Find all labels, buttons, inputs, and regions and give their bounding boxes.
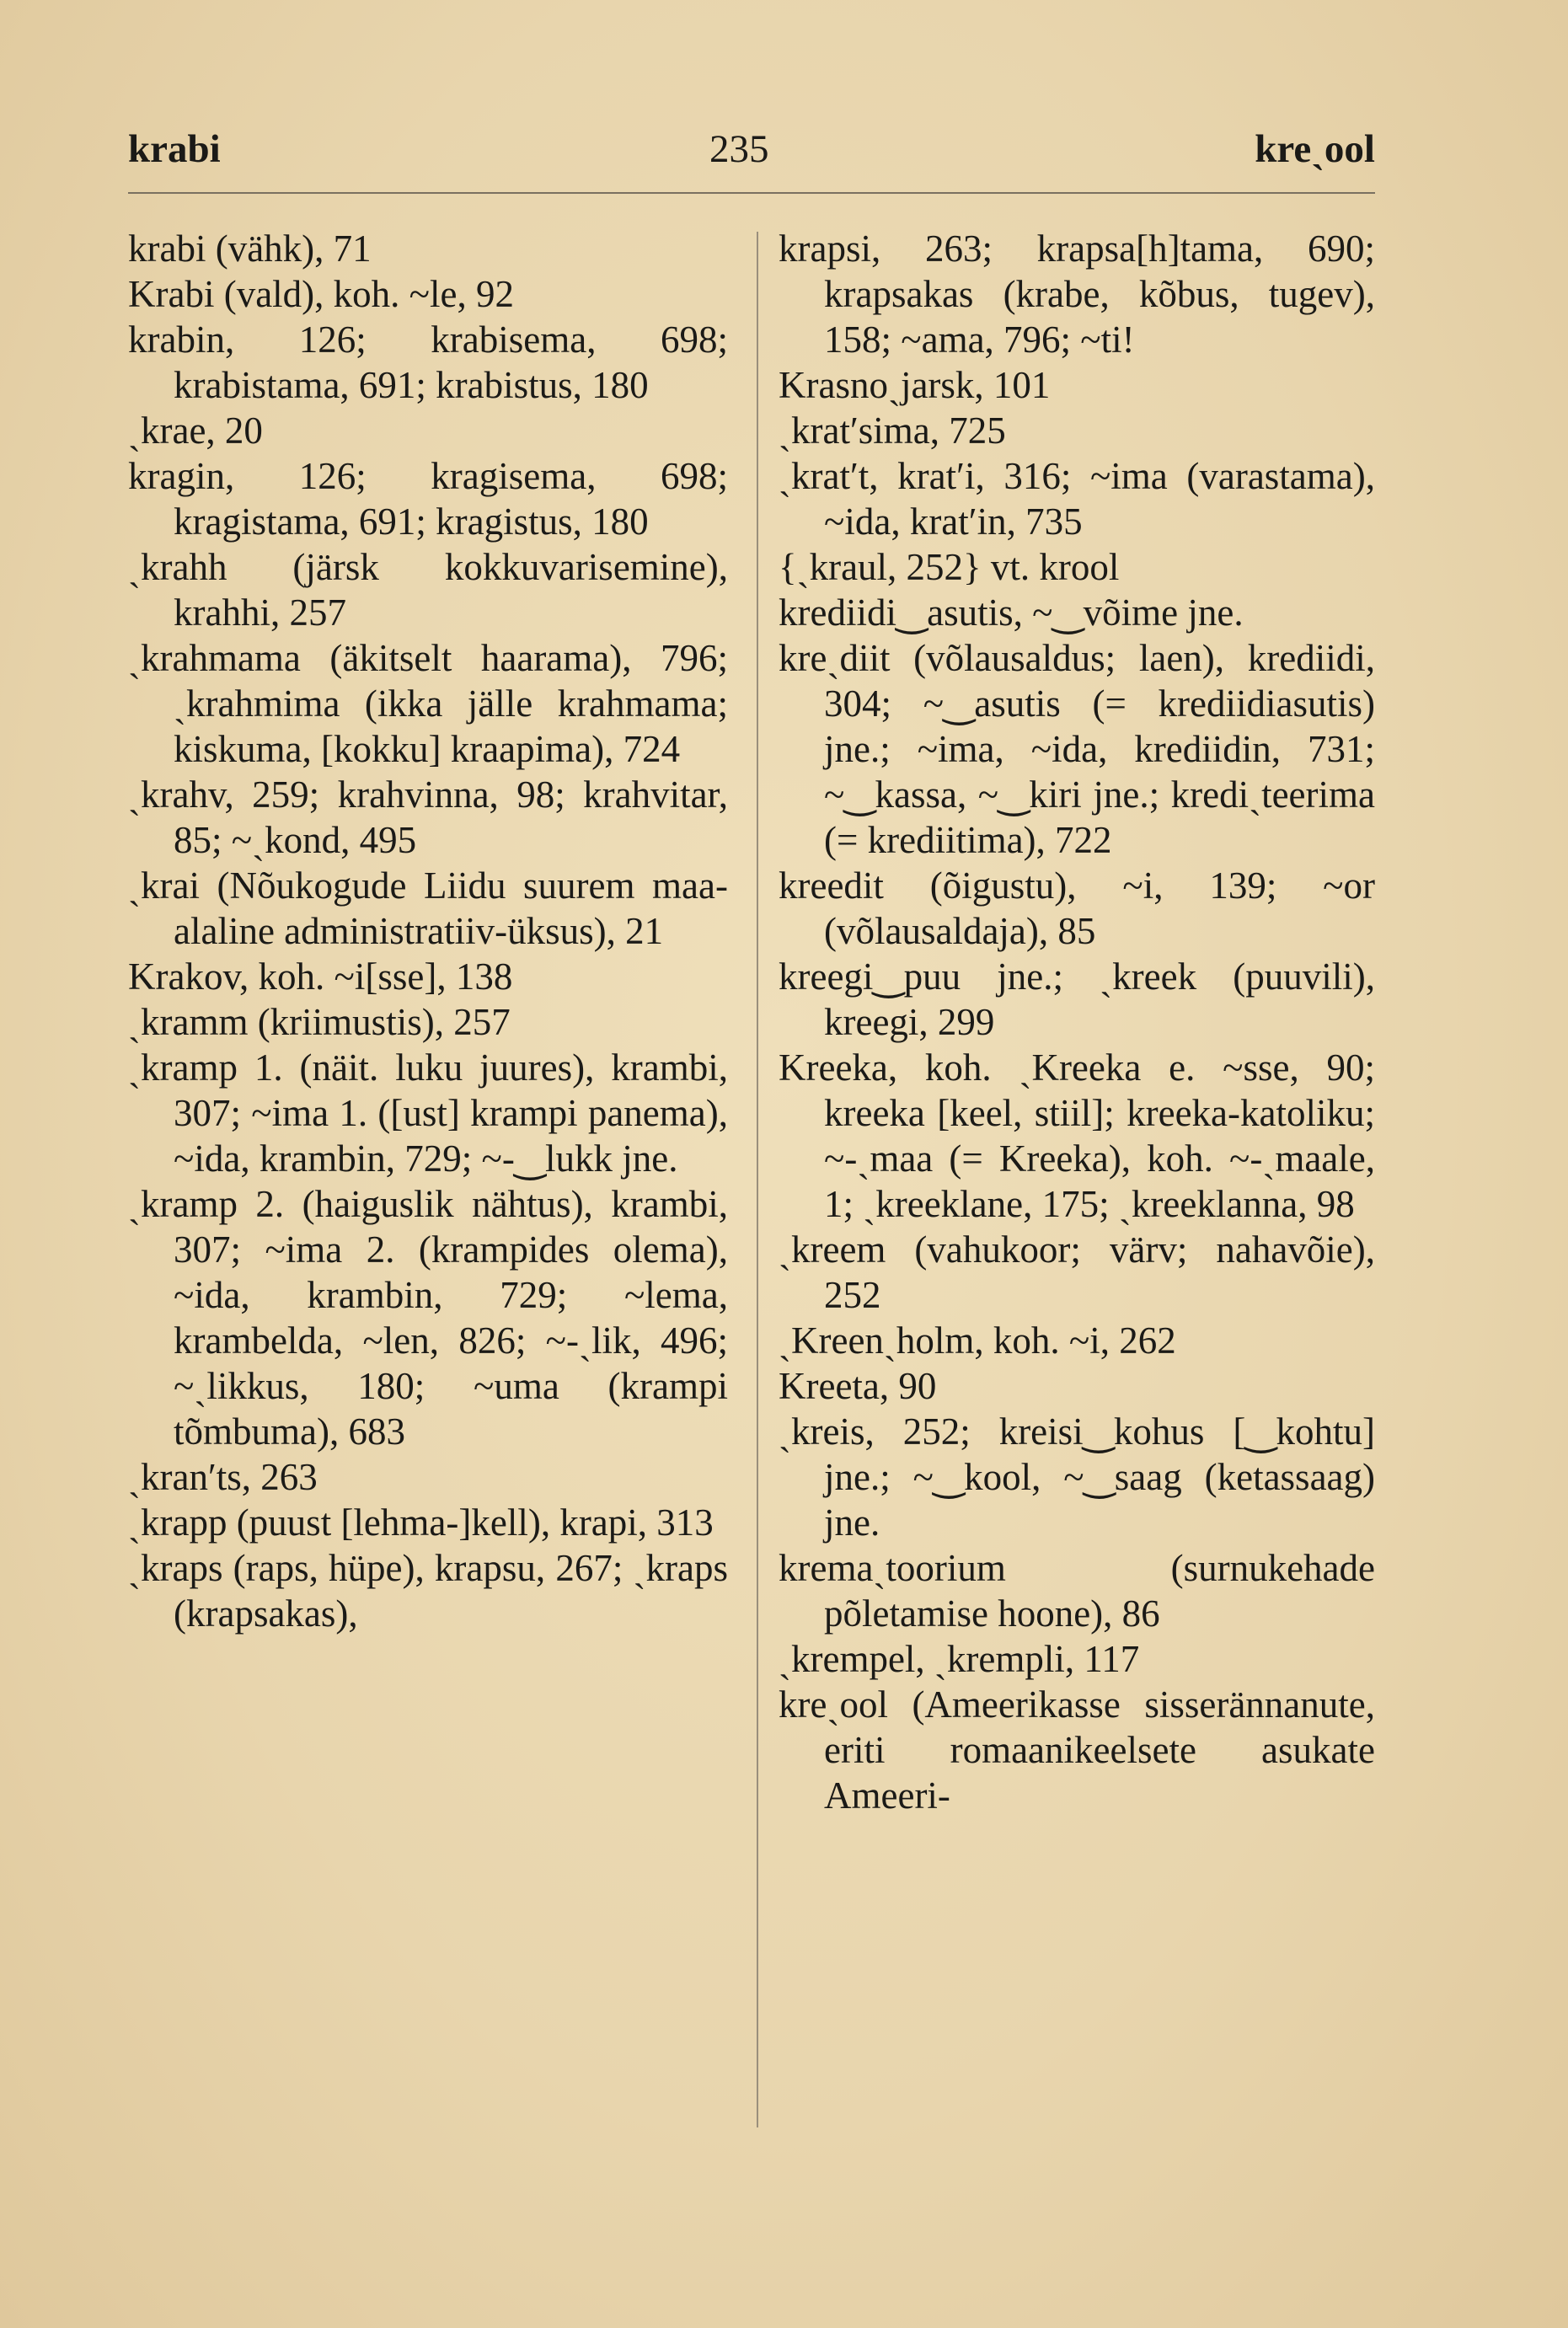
entry: kreˎdiit (võlausaldus; laen), krediidi, 304; ~‿asutis (= krediidiasutis) jne.; ~ima, ~ida, krediidin, 731; ~‿kassa, ~‿kiri jne.; krediˎteerima (= krediitima), 722 bbox=[779, 637, 1375, 861]
entry: ˎkrai (Nõukogude Liidu suurem maa-alaline administratiiv-üksus), 21 bbox=[128, 864, 728, 952]
page-number: 235 bbox=[709, 127, 769, 171]
entry: ˎkramm (kriimustis), 257 bbox=[128, 1001, 511, 1043]
entry: kreegi‿puu jne.; ˎkreek (puuvili), kreegi, 299 bbox=[779, 955, 1375, 1043]
entry: Krakov, koh. ~i[sse], 138 bbox=[128, 955, 513, 998]
entry: kreˎool (Ameerikasse sisserännanute, eriti romaanikeelsete asukate Ameeri- bbox=[779, 1683, 1375, 1817]
entry: Krabi (vald), koh. ~le, 92 bbox=[128, 273, 514, 315]
entry: ˎkrapp (puust [lehma-]kell), krapi, 313 bbox=[128, 1501, 714, 1544]
entry: ˎkraps (raps, hüpe), krapsu, 267; ˎkraps (krapsakas), bbox=[128, 1547, 728, 1635]
entry: krediidi‿asutis, ~‿võime jne. bbox=[779, 591, 1244, 634]
entry: ˎkramp 2. (haiguslik nähtus), krambi, 307; ~ima 2. (krampides olema), ~ida, krambin, 729; ~lema, krambelda, ~len, 826; ~-ˎlik, 496; ~ˎlikkus, 180; ~uma (krampi tõmbuma), 683 bbox=[128, 1183, 728, 1453]
entry: ˎkrahmama (äkitselt haarama), 796; ˎkrahmima (ikka jälle krahmama; kiskuma, [kokku] kraapima), 724 bbox=[128, 637, 728, 770]
page-header bbox=[128, 118, 1375, 177]
entry: ˎkrempel, ˎkrempli, 117 bbox=[779, 1638, 1140, 1680]
entry: ˎkrat′t, krat′i, 316; ~ima (varastama), ~ida, krat′in, 735 bbox=[779, 455, 1375, 543]
column-divider bbox=[757, 232, 758, 2127]
entry: Kreeta, 90 bbox=[779, 1365, 937, 1407]
entry: krabi (vähk), 71 bbox=[128, 227, 372, 270]
entry: {ˎkraul, 252} vt. krool bbox=[779, 546, 1120, 588]
entry: kremaˎtoorium (surnukehade põletamise hoone), 86 bbox=[779, 1547, 1375, 1635]
entry: kreedit (õigustu), ~i, 139; ~or (võlausaldaja), 85 bbox=[779, 864, 1375, 952]
header-right-guideword: kreˎool bbox=[1255, 127, 1375, 171]
header-rule bbox=[128, 192, 1375, 194]
right-column bbox=[779, 226, 1375, 1818]
entry: ˎkreem (vahukoor; värv; nahavõie), 252 bbox=[779, 1228, 1375, 1316]
entry: ˎkran′ts, 263 bbox=[128, 1456, 318, 1498]
entry: ˎkrae, 20 bbox=[128, 409, 263, 452]
entry: krapsi, 263; krapsa[h]tama, 690; krapsakas (krabe, kõbus, tugev), 158; ~ama, 796; ~ti! bbox=[779, 227, 1375, 361]
header-left-guideword: krabi bbox=[128, 127, 221, 171]
entry: ˎkrahh (järsk kokkuvarisemine), krahhi, 257 bbox=[128, 546, 728, 634]
entry: ˎkramp 1. (näit. luku juures), krambi, 307; ~ima 1. ([ust] krampi panema), ~ida, krambin, 729; ~-‿lukk jne. bbox=[128, 1046, 728, 1180]
entry: krabin, 126; krabisema, 698; krabistama, 691; krabistus, 180 bbox=[128, 318, 728, 406]
entry: Kreeka, koh. ˎKreeka e. ~sse, 90; kreeka [keel, stiil]; kreeka-katoliku; ~-ˎmaa (= Kreeka), koh. ~-ˎmaale, 1; ˎkreeklane, 175; ˎkreeklanna, 98 bbox=[779, 1046, 1375, 1225]
entry: kragin, 126; kragisema, 698; kragistama, 691; kragistus, 180 bbox=[128, 455, 728, 543]
entry: ˎkreis, 252; kreisi‿kohus [‿kohtu] jne.; ~‿kool, ~‿saag (ketassaag) jne. bbox=[779, 1410, 1375, 1544]
entry: Krasnoˎjarsk, 101 bbox=[779, 364, 1051, 406]
entry: ˎKreenˎholm, koh. ~i, 262 bbox=[779, 1319, 1176, 1362]
entry: ˎkrahv, 259; krahvinna, 98; krahvitar, 85; ~ˎkond, 495 bbox=[128, 773, 728, 861]
left-column bbox=[128, 226, 728, 1636]
entry: ˎkrat′sima, 725 bbox=[779, 409, 1006, 452]
